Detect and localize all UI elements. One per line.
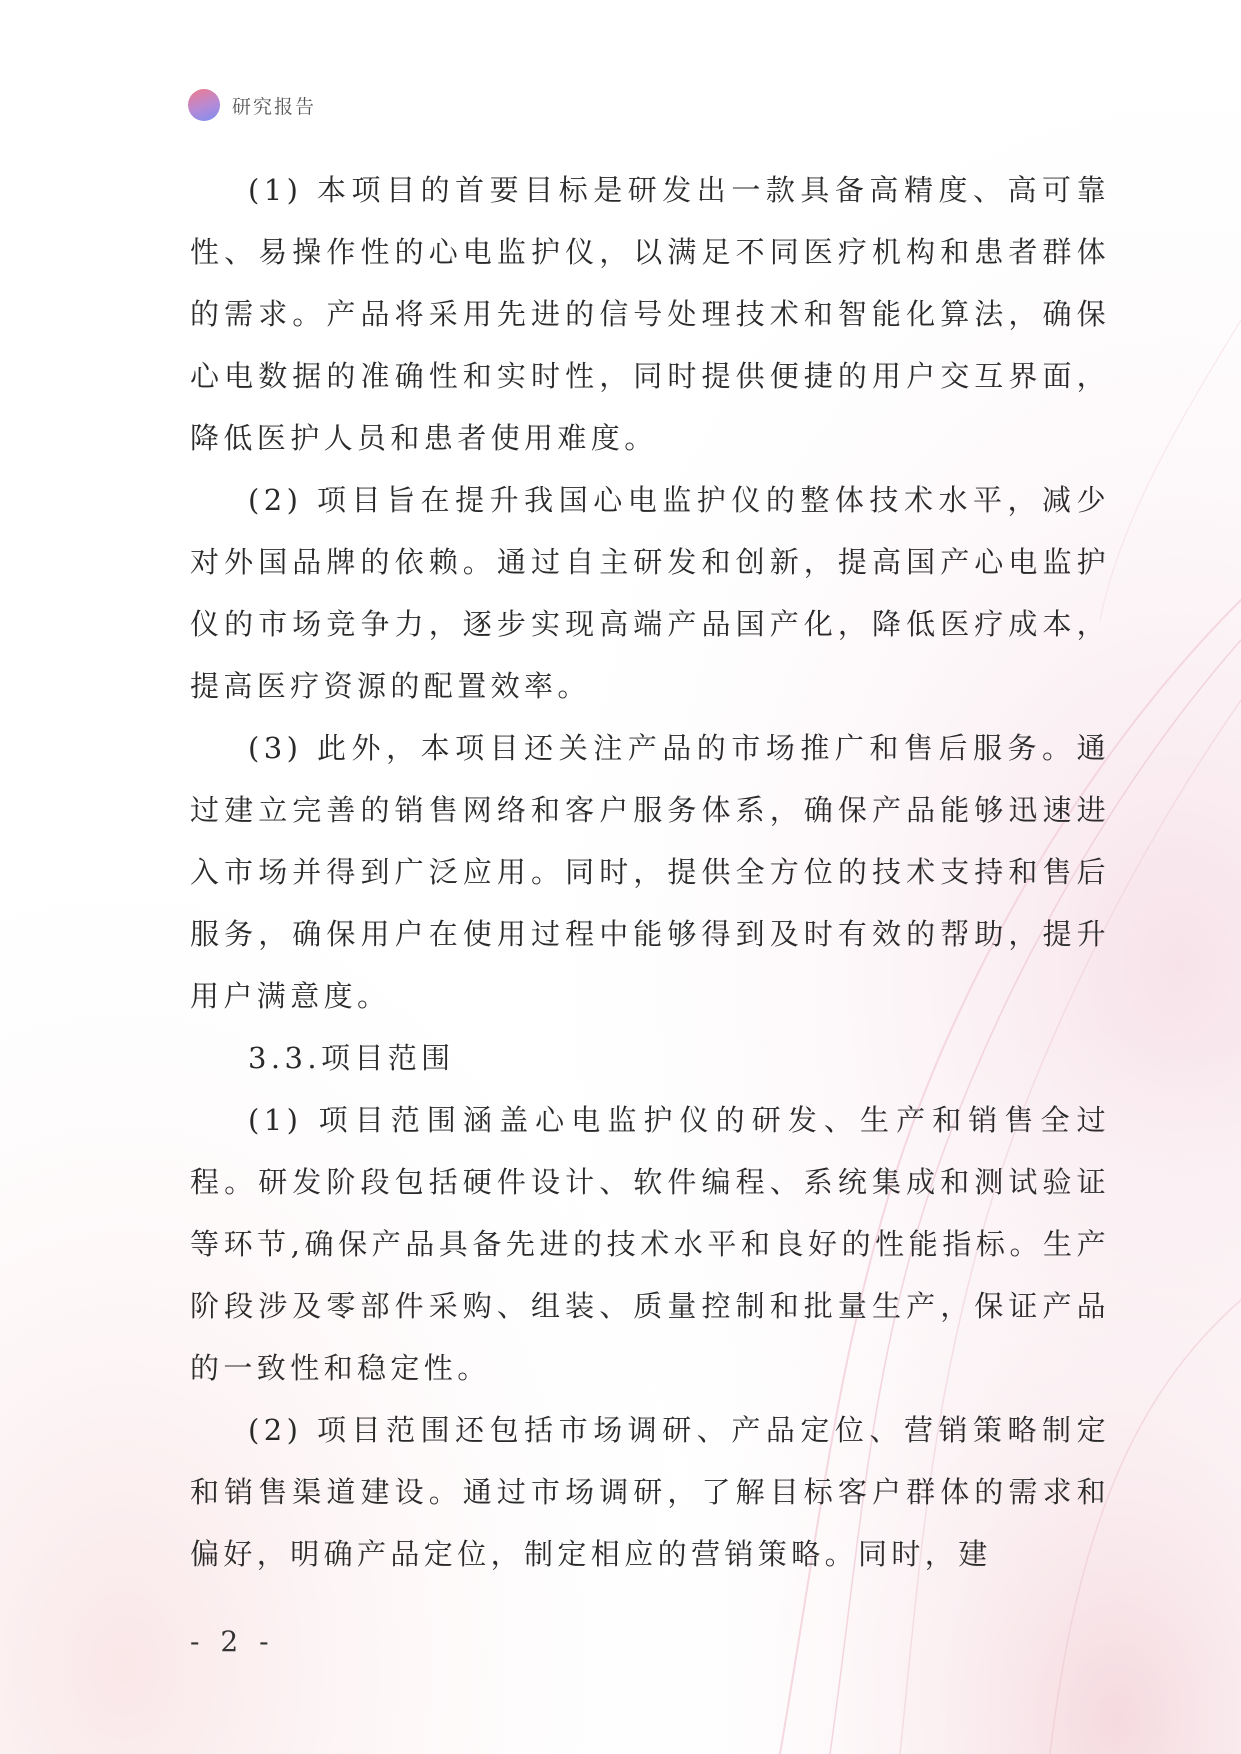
report-logo-icon	[188, 89, 220, 121]
paragraph-goal-1: (1) 本项目的首要目标是研发出一款具备高精度、高可靠性、易操作性的心电监护仪，以满足不同医疗机构和患者群体的需求。产品将采用先进的信号处理技术和智能化算法，确保心电数据的准确性和实时性，同时提供便捷的用户交互界面，降低医护人员和患者使用难度。	[190, 173, 1110, 455]
paragraph-goal-3: (3) 此外，本项目还关注产品的市场推广和售后服务。通过建立完善的销售网络和客户服务体系，确保产品能够迅速进入市场并得到广泛应用。同时，提供全方位的技术支持和售后服务，确保用户在使用过程中能够得到及时有效的帮助，提升用户满意度。	[190, 731, 1110, 1013]
section-heading-project-scope: 3.3.项目范围	[248, 1041, 455, 1075]
page-header	[188, 88, 316, 122]
paragraph-scope-2: (2) 项目范围还包括市场调研、产品定位、营销策略制定和销售渠道建设。通过市场调研，了解目标客户群体的需求和偏好，明确产品定位，制定相应的营销策略。同时，建	[190, 1413, 1110, 1571]
paragraph-goal-2: (2) 项目旨在提升我国心电监护仪的整体技术水平，减少对外国品牌的依赖。通过自主研发和创新，提高国产心电监护仪的市场竞争力，逐步实现高端产品国产化，降低医疗成本，提高医疗资源的配置效率。	[190, 483, 1110, 703]
document-body	[190, 159, 1110, 1585]
paragraph-scope-1: (1) 项目范围涵盖心电监护仪的研发、生产和销售全过程。研发阶段包括硬件设计、软件编程、系统集成和测试验证等环节,确保产品具备先进的技术水平和良好的性能指标。生产阶段涉及零部件采购、组装、质量控制和批量生产，保证产品的一致性和稳定性。	[190, 1103, 1110, 1385]
page-number: - 2 -	[190, 1625, 275, 1658]
header-title: 研究报告	[232, 95, 317, 118]
